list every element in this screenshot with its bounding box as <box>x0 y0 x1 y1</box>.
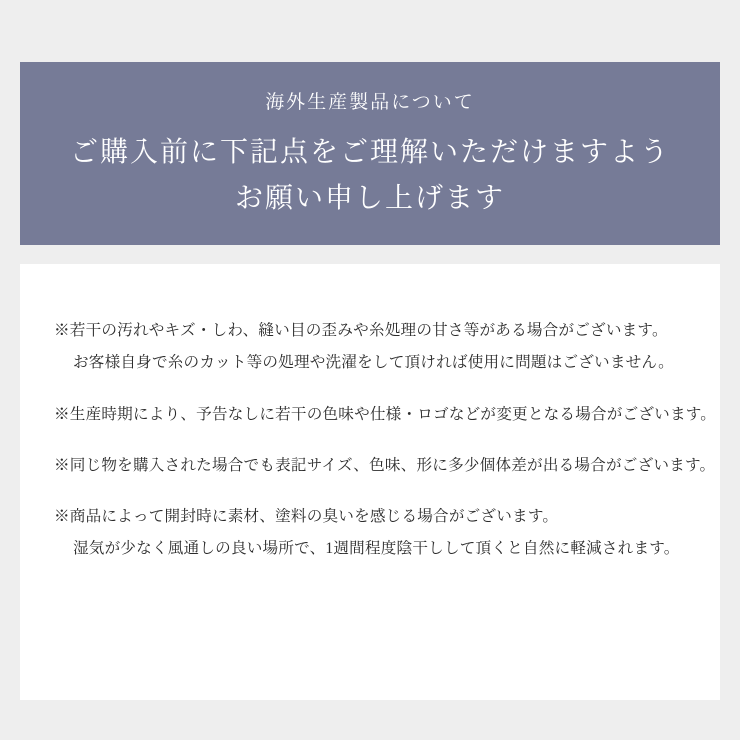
notice-item <box>54 402 717 427</box>
notice-item <box>54 504 686 562</box>
notice-sub-text: お客様自身で糸のカット等の処理や洗濯をして頂ければ使用に問題はございません。 <box>73 354 674 372</box>
notice-sub-text: 湿気が少なく風通しの良い場所で、1週間程度陰干しして頂くと自然に軽減されます。 <box>73 540 680 558</box>
notice-item <box>54 318 686 376</box>
banner-eyebrow-text: 海外生産製品について <box>265 91 475 113</box>
notice-main-text: ※商品によって開封時に素材、塗料の臭いを感じる場合がございます。 <box>54 508 559 525</box>
notice-item <box>54 453 716 478</box>
notice-main-text: ※同じ物を購入された場合でも表記サイズ、色味、形に多少個体差が出る場合がございます。 <box>54 456 716 474</box>
banner-title-line-1: ご購入前に下記点をご理解いただけますよう <box>69 137 670 169</box>
header-banner <box>20 62 720 245</box>
notice-main-text: ※生産時期により、予告なしに若干の色味や仕様・ロゴなどが変更となる場合がございます。 <box>54 405 717 423</box>
notice-main-text: ※若干の汚れやキズ・しわ、縫い目の歪みや糸処理の甘さ等がある場合がございます。 <box>54 322 668 339</box>
banner-title-line-2: お願い申し上げます <box>234 182 505 214</box>
notice-card <box>20 264 720 700</box>
